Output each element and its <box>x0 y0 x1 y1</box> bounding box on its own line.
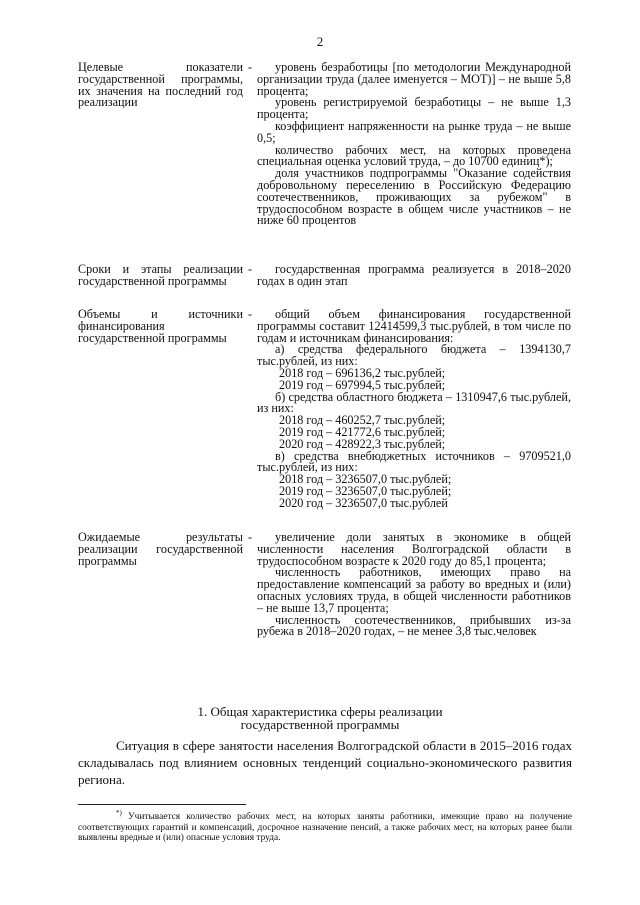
value-item: коэффициент напряженности на рынке труда – не выше 0,5; <box>257 118 571 145</box>
row-label: Сроки и этапы реализации государственной программы <box>78 262 243 288</box>
footnote-text: Учитывается количество рабочих мест, на которых заняты работники, имеющие право на получение соответствующих гарантий и компенсаций, досрочное назначение пенсий, а также рабочих мест, на которых ранее были выявлены вредные и (или) опасные условия труда. <box>78 812 572 843</box>
value-item: 2019 год – 3236507,0 тыс.рублей; <box>279 483 452 498</box>
value-item: количество рабочих мест, на которых проведена специальная оценка условий труда, – до 10700 единиц*); <box>257 142 571 169</box>
value-item: уровень безработицы [по методологии Международной организации труда (далее именуется – МОТ)] – не выше 5,8 процента; <box>257 60 571 98</box>
value-item: государственная программа реализуется в 2018–2020 годах в один этап <box>257 262 571 288</box>
row-label: Ожидаемые результаты реализации государственной программы <box>78 530 243 568</box>
value-item: в) средства внебюджетных источников – 9709521,0 тыс.рублей, из них: <box>257 448 571 475</box>
section-title-line: государственной программы <box>240 716 400 732</box>
row-dash: - <box>248 530 253 544</box>
value-item: численность работников, имеющих право на предоставление компенсаций за работу во вредных и (или) опасных условиях труда, в общей численности работников – не выше 13,7 процента; <box>257 565 571 615</box>
footnote <box>78 808 572 843</box>
footnote-mark: *) <box>116 809 122 817</box>
value-item: 2018 год – 3236507,0 тыс.рублей; <box>279 472 452 487</box>
page-number: 2 <box>316 34 324 49</box>
value-item: 2018 год – 696136,2 тыс.рублей; <box>279 365 446 380</box>
value-item: 2019 год – 697994,5 тыс.рублей; <box>279 377 446 392</box>
value-item: общий объем финансирования государственной программы составит 12414599,3 тыс.рублей, в том числе по годам и источникам финансирования: <box>257 307 571 345</box>
section-title-line: 1. Общая характеристика сферы реализации <box>197 704 443 719</box>
row-values <box>257 62 571 227</box>
row-values <box>257 309 571 510</box>
value-item: б) средства областного бюджета – 1310947,6 тыс.рублей, из них: <box>257 389 571 416</box>
section-title <box>0 706 640 731</box>
body-paragraph: Ситуация в сфере занятости населения Волгоградской области в 2015–2016 годах складывалась под влиянием основных тенденций социально-экономического развития региона. <box>78 738 572 787</box>
value-item: а) средства федерального бюджета – 1394130,7 тыс.рублей, из них: <box>257 342 571 369</box>
footnote-divider <box>78 804 246 805</box>
row-values <box>257 532 571 638</box>
value-item: 2020 год – 428922,3 тыс.рублей; <box>279 436 446 451</box>
row-dash: - <box>248 60 253 74</box>
row-dash: - <box>248 307 253 321</box>
value-item: доля участников подпрограммы "Оказание содействия добровольному переселению в Российскую Федерацию соотечественников, проживающих за рубежом" в трудоспособном возрасте в общем числе участников – не ниже 60 процентов <box>257 166 571 228</box>
value-item: уровень регистрируемой безработицы – не выше 1,3 процента; <box>257 95 571 122</box>
value-item: численность соотечественников, прибывших из-за рубежа в 2018–2020 годах, – не менее 3,8 тыс.человек <box>257 612 571 639</box>
row-label: Объемы и источники финансирования государственной программы <box>78 307 243 345</box>
row-values <box>257 264 571 288</box>
value-item: 2020 год – 3236507,0 тыс.рублей <box>279 495 448 510</box>
row-dash: - <box>248 262 253 276</box>
value-item: 2018 год – 460252,7 тыс.рублей; <box>279 413 446 428</box>
value-item: 2019 год – 421772,6 тыс.рублей; <box>279 424 446 439</box>
row-label: Целевые показатели государственной программы, их значения на последний год реализации <box>78 60 243 110</box>
value-item: увеличение доли занятых в экономике в общей численности населения Волгоградской области в трудоспособном возрасте к 2020 году до 85,1 процента; <box>257 530 571 568</box>
